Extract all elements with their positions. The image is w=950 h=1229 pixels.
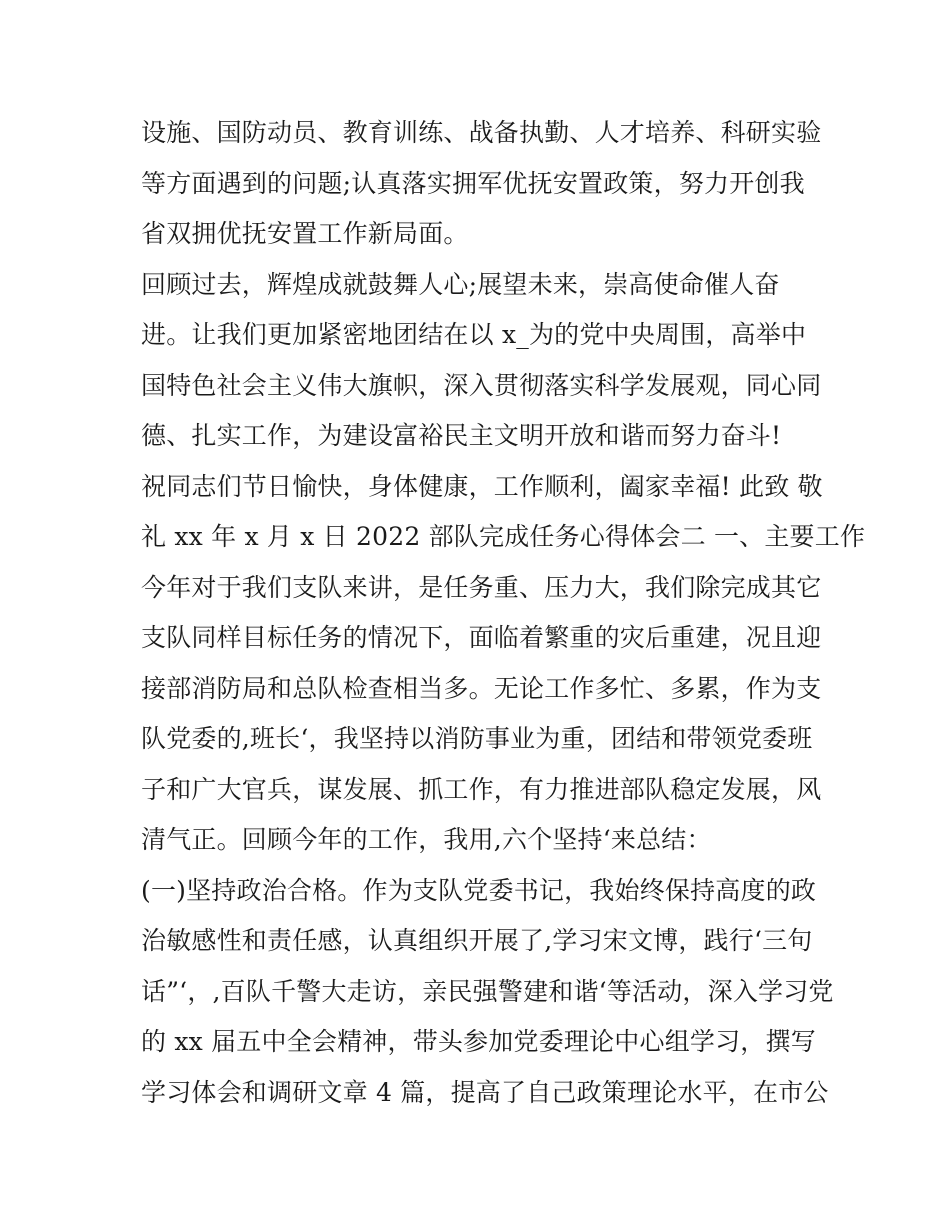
text-line: 等方面遇到的问题;认真落实拥军优抚安置政策，努力开创我	[141, 168, 805, 198]
text-line: 省双拥优抚安置工作新局面。	[141, 219, 469, 248]
text-line: 设施、国防动员、教育训练、战备执勤、人才培养、科研实验	[141, 118, 822, 147]
text-line: 接部消防局和总队检查相当多。无论工作多忙、多累，作为支	[141, 673, 822, 703]
text-line: 德、扎实工作，为建设富裕民主文明开放和谐而努力奋斗!	[141, 421, 782, 450]
text-line: 进。让我们更加紧密地团结在以 x_为的党中央周围，高举中	[141, 320, 807, 349]
document-body	[141, 108, 866, 1118]
text-line: 今年对于我们支队来讲，是任务重、压力大，我们除完成其它	[141, 572, 822, 602]
text-line: 子和广大官兵，谋发展、抓工作，有力推进部队稳定发展，风	[141, 774, 822, 804]
text-line: 队党委的,班长‘，我坚持以消防事业为重，团结和带领党委班	[141, 724, 813, 753]
text-line: 支队同样目标任务的情况下，面临着繁重的灾后重建，况且迎	[141, 623, 822, 652]
text-line: 学习体会和调研文章 4 篇，提高了自己政策理论水平，在市公	[141, 1077, 829, 1107]
text-line: 回顾过去，辉煌成就鼓舞人心;展望未来，崇高使命催人奋	[141, 269, 780, 299]
text-line: 治敏感性和责任感，认真组织开展了,学习宋文博，践行‘三句	[141, 926, 813, 955]
text-line: (一)坚持政治合格。作为支队党委书记，我始终保持高度的政	[141, 875, 817, 905]
text-line: 清气正。回顾今年的工作，我用,六个坚持‘来总结：	[141, 825, 712, 854]
text-line: 的 xx 届五中全会精神，带头参加党委理论中心组学习，撰写	[141, 1027, 816, 1056]
text-line: 国特色社会主义伟大旗帜，深入贯彻落实科学发展观，同心同	[141, 370, 822, 400]
text-line: 礼 xx 年 x 月 x 日 2022 部队完成任务心得体会二 一、主要工作	[141, 522, 866, 551]
text-line: 话”‘，,百队千警大走访，亲民强警建和谐‘等活动，深入学习党	[141, 976, 834, 1006]
text-line: 祝同志们节日愉快，身体健康，工作顺利，阖家幸福! 此致 敬	[141, 471, 823, 501]
